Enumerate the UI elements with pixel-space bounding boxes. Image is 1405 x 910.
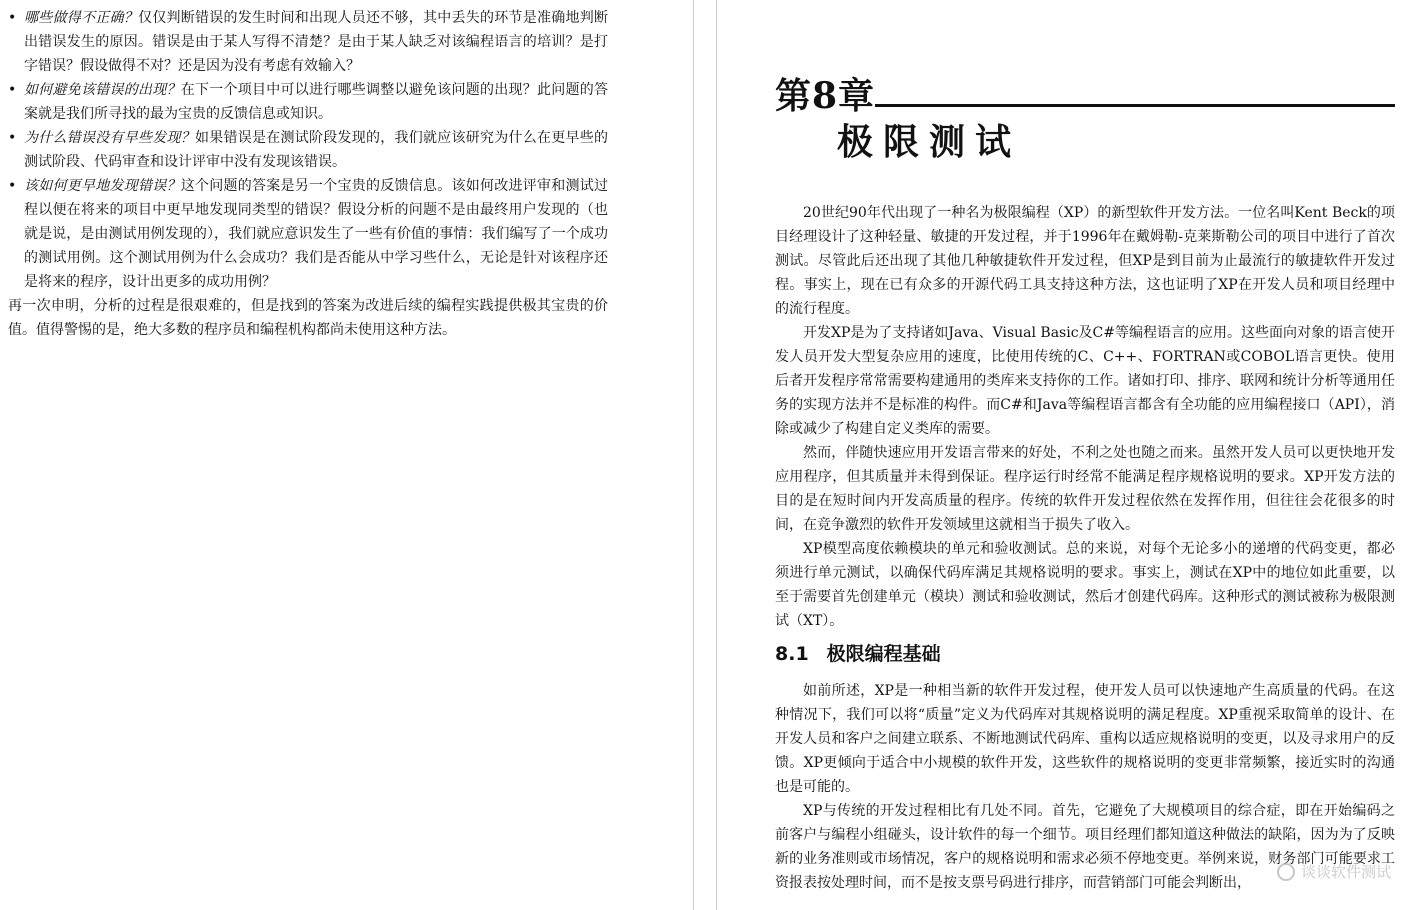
bullet-question: 为什么错误没有早些发现？ [24, 130, 195, 146]
chapter-rule [875, 104, 1395, 107]
bullet-text: 仅仅判断错误的发生时间和出现人员还不够，其中丢失的环节是准确地判断出错误发生的原因。错误是由于某人写得不清楚？是由于某人缺乏对该编程语言的培训？是打字错误？假设做得不对？还是因为没有考虑有效输入？ [24, 10, 608, 74]
section-number: 8.1 [775, 643, 809, 665]
bullet-icon: • [8, 10, 17, 26]
bullet-item [8, 6, 608, 78]
watermark-text: 谈谈软件测试 [1300, 863, 1391, 881]
closing-paragraph: 再一次申明，分析的过程是很艰难的，但是找到的答案为改进后续的编程实践提供极其宝贵的价值。值得警惕的是，绝大多数的程序员和编程机构都尚未使用这种方法。 [8, 298, 608, 338]
page-divider [693, 0, 694, 910]
bullet-icon: • [8, 130, 17, 146]
page-divider [716, 0, 717, 910]
intro-paragraphs [775, 201, 1395, 633]
page-gutter [620, 0, 720, 910]
section-heading [775, 639, 1395, 669]
chapter-number: 第8章 [775, 75, 876, 117]
watermark [1277, 861, 1391, 882]
bullet-list [8, 6, 608, 294]
chapter-heading [775, 72, 1395, 182]
body-paragraph: XP模型高度依赖模块的单元和验收测试。总的来说，对每个无论多小的递增的代码变更，都必须进行单元测试，以确保代码库满足其规格说明的要求。事实上，测试在XP中的地位如此重要，以至于需要首先创建单元（模块）测试和验收测试，然后才创建代码库。这种形式的测试被称为极限测试（XT）。 [775, 541, 1395, 629]
body-paragraph: 然而，伴随快速应用开发语言带来的好处，不利之处也随之而来。虽然开发人员可以更快地开发应用程序，但其质量并未得到保证。程序运行时经常不能满足程序规格说明的要求。XP开发方法的目的是在短时间内开发高质量的程序。传统的软件开发过程依然在发挥作用，但往往会花很多的时间，在竞争激烈的软件开发领域里这就相当于损失了收入。 [775, 445, 1395, 533]
bullet-question: 该如何更早地发现错误？ [24, 178, 181, 194]
body-paragraph: 20世纪90年代出现了一种名为极限编程（XP）的新型软件开发方法。一位名叫Kent Beck的项目经理设计了这种轻量、敏捷的开发过程，并于1996年在戴姆勒-克莱斯勒公司的项目中进行了首次测试。尽管此后还出现了其他几种敏捷软件开发过程，但XP是到目前为止最流行的敏捷软件开发过程。事实上，现在已有众多的开源代码工具支持这种方法，这也证明了XP在开发人员和项目经理中的流行程度。 [775, 205, 1395, 317]
bullet-item [8, 174, 608, 294]
left-page-content [8, 6, 608, 342]
section-paragraph: XP与传统的开发过程相比有几处不同。首先，它避免了大规模项目的综合症，即在开始编码之前客户与编程小组碰头，设计软件的每一个细节。项目经理们都知道这种做法的缺陷，因为为了反映新的业务准则或市场情况，客户的规格说明和需求必须不停地变更。举例来说，财务部门可能要求工资报表按处理时间，而不是按支票号码进行排序，而营销部门可能会判断出， [775, 803, 1395, 891]
bullet-text: 这个问题的答案是另一个宝贵的反馈信息。该如何改进评审和测试过程以便在将来的项目中更早地发现同类型的错误？假设分析的问题不是由最终用户发现的（也就是说，是由测试用例发现的），我们就应意识发生了一些有价值的事情：我们编写了一个成功的测试用例。这个测试用例为什么会成功？我们是否能从中学习些什么，无论是针对该程序还是将来的程序，设计出更多的成功用例？ [24, 178, 608, 290]
bullet-text: 如果错误是在测试阶段发现的，我们就应该研究为什么在更早些的测试阶段、代码审查和设计评审中没有发现该错误。 [24, 130, 608, 170]
watermark-icon [1277, 863, 1295, 881]
chapter-title: 极限测试 [837, 121, 1022, 163]
section-title: 极限编程基础 [826, 643, 941, 665]
bullet-item [8, 78, 608, 126]
body-paragraph: 开发XP是为了支持诸如Java、Visual Basic及C#等编程语言的应用。这些面向对象的语言使开发人员开发大型复杂应用的速度，比使用传统的C、C++、FORTRAN或COBOL语言更快。使用后者开发程序常常需要构建通用的类库来支持你的工作。诸如打印、排序、联网和统计分析等通用任务的实现方法并不是标准的构件。而C#和Java等编程语言都含有全功能的应用编程接口（API），消除或减少了构建自定义类库的需要。 [775, 325, 1395, 437]
bullet-item [8, 126, 608, 174]
bullet-text: 在下一个项目中可以进行哪些调整以避免该问题的出现？此问题的答案就是我们所寻找的最为宝贵的反馈信息或知识。 [24, 82, 608, 122]
bullet-question: 哪些做得不正确？ [24, 10, 138, 26]
left-page [0, 0, 620, 910]
bullet-question: 如何避免该错误的出现？ [24, 82, 181, 98]
bullet-icon: • [8, 82, 17, 98]
right-page [720, 0, 1405, 910]
section-paragraph: 如前所述，XP是一种相当新的软件开发过程，使开发人员可以快速地产生高质量的代码。在这种情况下，我们可以将“质量”定义为代码库对其规格说明的满足程度。XP重视采取简单的设计、在开发人员和客户之间建立联系、不断地测试代码库、重构以适应规格说明的变更，以及寻求用户的反馈。XP更倾向于适合中小规模的软件开发，这些软件的规格说明的变更非常频繁，接近实时的沟通也是可能的。 [775, 683, 1395, 795]
bullet-icon: • [8, 178, 17, 194]
right-page-content [775, 201, 1395, 895]
